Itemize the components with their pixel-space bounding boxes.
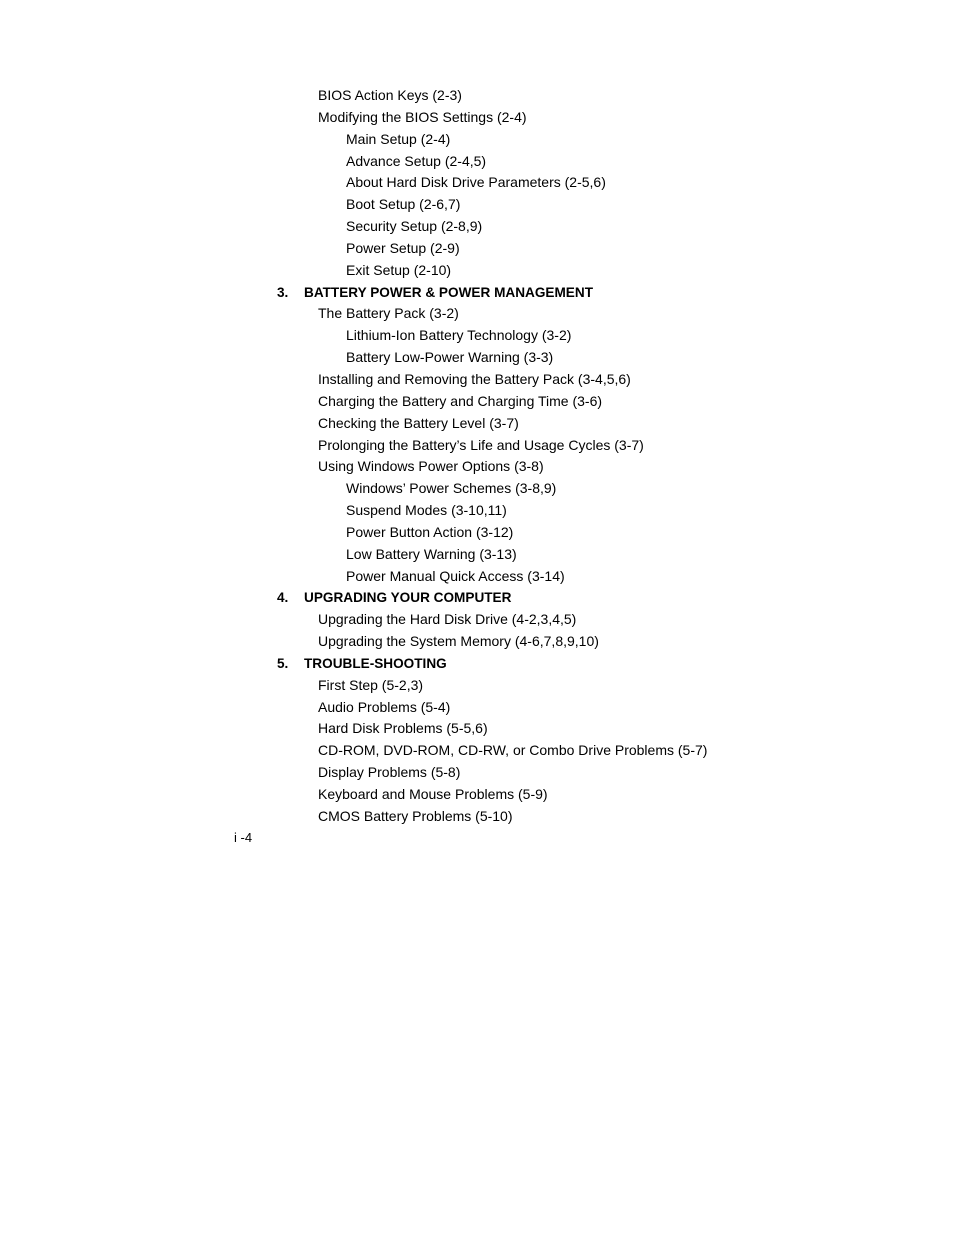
toc-entry-text: Prolonging the Battery’s Life and Usage Cycles (3-7) bbox=[318, 436, 644, 453]
toc-subsection-entry bbox=[0, 172, 954, 194]
toc-subsection-entry bbox=[0, 325, 954, 347]
toc-entry-text: Battery Low-Power Warning (3-3) bbox=[346, 349, 554, 366]
toc-subsection-entry bbox=[0, 544, 954, 566]
chapter-number: 4. bbox=[277, 590, 289, 606]
toc-entry-text: Keyboard and Mouse Problems (5-9) bbox=[318, 786, 548, 802]
toc-entry-text: Lithium-Ion Battery Technology (3-2) bbox=[346, 327, 572, 344]
toc-entry-text: Suspend Modes (3-10,11) bbox=[346, 502, 507, 519]
toc-section-entry bbox=[0, 303, 954, 325]
toc-section-entry bbox=[0, 391, 954, 413]
chapter-heading bbox=[0, 282, 954, 304]
toc-section-entry bbox=[0, 369, 954, 391]
page-number: i -4 bbox=[234, 830, 253, 845]
toc-subsection-entry bbox=[0, 347, 954, 369]
toc-section-entry bbox=[0, 85, 954, 107]
toc-entry-text: First Step (5-2,3) bbox=[318, 676, 424, 693]
toc-section-entry bbox=[0, 806, 954, 828]
toc-section-entry bbox=[0, 762, 954, 784]
toc-subsection-entry bbox=[0, 260, 954, 282]
chapter-title: TROUBLE-SHOOTING bbox=[304, 655, 447, 671]
toc-subsection-entry bbox=[0, 216, 954, 238]
toc-section-entry bbox=[0, 107, 954, 129]
toc-entry-text: About Hard Disk Drive Parameters (2-5,6) bbox=[346, 174, 606, 191]
toc-section-entry bbox=[0, 697, 954, 719]
toc-entry-text: Upgrading the System Memory (4-6,7,8,9,10) bbox=[318, 633, 599, 650]
table-of-contents bbox=[0, 85, 954, 828]
toc-entry-text: Checking the Battery Level (3-7) bbox=[318, 414, 519, 431]
toc-entry-text: Upgrading the Hard Disk Drive (4-2,3,4,5) bbox=[318, 611, 577, 628]
toc-section-entry bbox=[0, 456, 954, 478]
toc-entry-text: Main Setup (2-4) bbox=[346, 130, 451, 147]
toc-entry-text: Boot Setup (2-6,7) bbox=[346, 196, 461, 213]
chapter-title: UPGRADING YOUR COMPUTER bbox=[304, 590, 512, 606]
toc-entry-text: Power Setup (2-9) bbox=[346, 239, 460, 256]
toc-entry-text: Power Button Action (3-12) bbox=[346, 523, 514, 540]
chapter-number: 5. bbox=[277, 655, 289, 671]
toc-section-entry bbox=[0, 631, 954, 653]
toc-subsection-entry bbox=[0, 522, 954, 544]
toc-entry-text: CMOS Battery Problems (5-10) bbox=[318, 807, 513, 824]
toc-section-entry bbox=[0, 718, 954, 740]
toc-entry-text: Low Battery Warning (3-13) bbox=[346, 545, 517, 562]
toc-section-entry bbox=[0, 675, 954, 697]
toc-section-entry bbox=[0, 435, 954, 457]
chapter-number: 3. bbox=[277, 284, 289, 300]
chapter-title: BATTERY POWER & POWER MANAGEMENT bbox=[304, 284, 593, 300]
toc-subsection-entry bbox=[0, 129, 954, 151]
toc-section-entry bbox=[0, 609, 954, 631]
toc-section-entry bbox=[0, 740, 954, 762]
toc-entry-text: Exit Setup (2-10) bbox=[346, 261, 452, 278]
chapter-heading bbox=[0, 587, 954, 609]
toc-entry-text: Power Manual Quick Access (3-14) bbox=[346, 567, 565, 584]
toc-entry-text: Hard Disk Problems (5-5,6) bbox=[318, 720, 488, 737]
toc-subsection-entry bbox=[0, 566, 954, 588]
toc-entry-text: The Battery Pack (3-2) bbox=[318, 305, 459, 322]
toc-subsection-entry bbox=[0, 500, 954, 522]
toc-entry-text: BIOS Action Keys (2-3) bbox=[318, 87, 462, 103]
toc-entry-text: Charging the Battery and Charging Time (3-6) bbox=[318, 392, 603, 409]
toc-entry-text: Using Windows Power Options (3-8) bbox=[318, 458, 544, 475]
toc-entry-text: Modifying the BIOS Settings (2-4) bbox=[318, 108, 527, 125]
toc-subsection-entry bbox=[0, 151, 954, 173]
toc-section-entry bbox=[0, 413, 954, 435]
chapter-heading bbox=[0, 653, 954, 675]
toc-entry-text: Installing and Removing the Battery Pack (3-4,5,6) bbox=[318, 370, 631, 387]
toc-entry-text: Audio Problems (5-4) bbox=[318, 698, 451, 715]
toc-subsection-entry bbox=[0, 478, 954, 500]
toc-entry-text: Advance Setup (2-4,5) bbox=[346, 152, 487, 169]
toc-section-entry bbox=[0, 784, 954, 806]
toc-subsection-entry bbox=[0, 194, 954, 216]
toc-entry-text: Display Problems (5-8) bbox=[318, 764, 461, 781]
toc-entry-text: Security Setup (2-8,9) bbox=[346, 218, 483, 235]
toc-subsection-entry bbox=[0, 238, 954, 260]
toc-entry-text: Windows’ Power Schemes (3-8,9) bbox=[346, 480, 557, 497]
toc-entry-text: CD-ROM, DVD-ROM, CD-RW, or Combo Drive Problems (5-7) bbox=[318, 742, 708, 759]
